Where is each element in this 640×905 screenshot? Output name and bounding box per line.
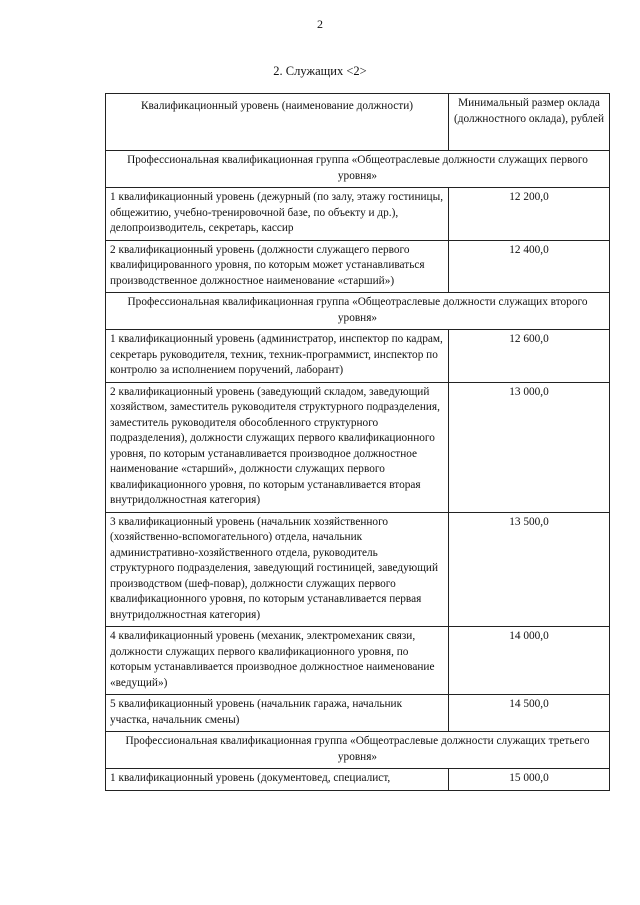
group-row [106,732,610,769]
group-title: Профессиональная квалификационная группа «Общеотраслевые должности служащих второго уровня» [106,293,610,330]
qualification-level-cell: 3 квалификационный уровень (начальник хозяйственного (хозяйственно-вспомогательного) отдела, начальник административно-хозяйственного отдела, руководитель структурного подразделения, заведующий гостиницей, заведующий производством (шеф-повар), должности служащих первого квалификационного уровня, по которым устанавливается первая внутридолжностная категория) [106,512,449,627]
qualification-level-cell: 2 квалификационный уровень (заведующий складом, заведующий хозяйством, заместитель руководителя структурного подразделения, заместитель руководителя обособленного структурного подразделения), должности служащих первого квалификационного уровня, по которым устанавливается производное должностное наименование «старший», должности служащих первого квалификационного уровня, по которым устанавливается вторая внутридолжностная категория) [106,382,449,512]
table-row [106,769,610,791]
table-header-row [106,94,610,151]
salary-table [105,93,610,791]
table-row [106,695,610,732]
table-row [106,240,610,293]
table-row [106,188,610,241]
salary-value-cell: 13 000,0 [449,382,610,512]
group-row [106,151,610,188]
salary-value-cell: 13 500,0 [449,512,610,627]
qualification-level-cell: 1 квалификационный уровень (документовед, специалист, [106,769,449,791]
salary-value-cell: 12 400,0 [449,240,610,293]
qualification-level-cell: 4 квалификационный уровень (механик, электромеханик связи, должности служащих первого квалификационного уровня, по которым устанавливается производное должностное наименование «ведущий») [106,627,449,695]
header-qualification-level: Квалификационный уровень (наименование должности) [106,94,449,151]
page-number: 2 [317,17,323,31]
qualification-level-cell: 5 квалификационный уровень (начальник гаража, начальник участка, начальник смены) [106,695,449,732]
qualification-level-cell: 2 квалификационный уровень (должности служащего первого квалифицированного уровня, по которым может устанавливаться производственное должностное наименование «старший») [106,240,449,293]
salary-value-cell: 14 500,0 [449,695,610,732]
table-row [106,382,610,512]
qualification-level-cell: 1 квалификационный уровень (дежурный (по залу, этажу гостиницы, общежитию, учебно-тренировочной базе, по объекту и др.), делопроизводитель, секретарь, кассир [106,188,449,241]
header-min-salary: Минимальный размер оклада (должностного оклада), рублей [449,94,610,151]
group-title: Профессиональная квалификационная группа «Общеотраслевые должности служащих первого уровня» [106,151,610,188]
table-row [106,330,610,383]
section-title: 2. Служащих <2> [273,64,367,78]
salary-value-cell: 12 600,0 [449,330,610,383]
salary-value-cell: 14 000,0 [449,627,610,695]
group-title: Профессиональная квалификационная группа «Общеотраслевые должности служащих третьего уровня» [106,732,610,769]
salary-value-cell: 12 200,0 [449,188,610,241]
qualification-level-cell: 1 квалификационный уровень (администратор, инспектор по кадрам, секретарь руководителя, техник, техник-программист, инспектор по контролю за исполнением поручений, лаборант) [106,330,449,383]
salary-value-cell: 15 000,0 [449,769,610,791]
group-row [106,293,610,330]
table-row [106,512,610,627]
table-row [106,627,610,695]
